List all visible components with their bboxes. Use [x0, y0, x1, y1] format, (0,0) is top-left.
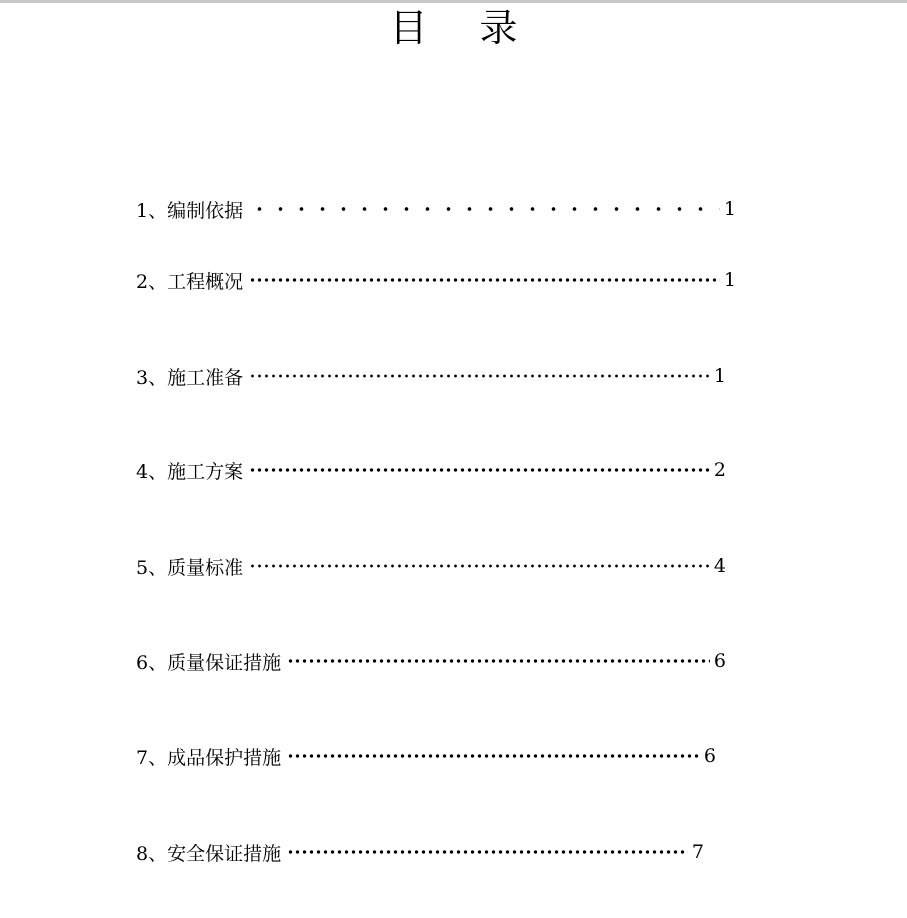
- toc-entry-page: 1: [713, 365, 726, 387]
- toc-entry-8[interactable]: [136, 839, 704, 865]
- toc-entry-label: 质量标准: [167, 556, 244, 579]
- toc-entry-page: 1: [723, 269, 736, 291]
- toc-entry-6[interactable]: [136, 648, 726, 674]
- toc-entry-5[interactable]: [136, 553, 726, 579]
- toc-entry-label: 工程概况: [167, 270, 244, 293]
- toc-dot-leader: [249, 206, 720, 212]
- toc-entry-page: 4: [713, 555, 726, 577]
- toc-entry-7[interactable]: [136, 743, 716, 769]
- toc-entry-number: 1、: [136, 199, 168, 222]
- toc-dot-leader: [249, 467, 710, 473]
- toc-dot-leader: [249, 277, 720, 283]
- toc-dot-leader: [249, 373, 710, 379]
- toc-dot-leader: [287, 849, 688, 855]
- toc-entry-number: 4、: [136, 460, 168, 483]
- toc-entry-label: 安全保证措施: [167, 842, 282, 865]
- toc-dot-leader: [249, 563, 710, 569]
- toc-entry-number: 7、: [136, 746, 168, 769]
- toc-entry-label: 质量保证措施: [167, 651, 282, 674]
- toc-entry-label: 成品保护措施: [167, 746, 282, 769]
- toc-entry-number: 8、: [136, 842, 168, 865]
- toc-entry-label: 施工方案: [167, 460, 244, 483]
- toc-dot-leader: [287, 753, 700, 759]
- toc-dot-leader: [287, 658, 710, 664]
- toc-entry-2[interactable]: [136, 267, 736, 293]
- toc-entry-page: 1: [723, 198, 736, 220]
- toc-entry-label: 编制依据: [167, 199, 244, 222]
- toc-entry-number: 6、: [136, 651, 168, 674]
- toc-entry-1[interactable]: [136, 196, 736, 222]
- page-top-border: [0, 0, 907, 3]
- toc-entry-3[interactable]: [136, 363, 726, 389]
- toc-entry-number: 2、: [136, 270, 168, 293]
- toc-entry-page: 7: [691, 841, 704, 863]
- toc-entry-number: 5、: [136, 556, 168, 579]
- toc-entry-4[interactable]: [136, 457, 726, 483]
- toc-entry-page: 6: [713, 650, 726, 672]
- toc-entry-page: 2: [713, 459, 726, 481]
- toc-entry-page: 6: [703, 745, 716, 767]
- page-title: 目 录: [389, 6, 538, 50]
- toc-entry-number: 3、: [136, 366, 168, 389]
- toc-entry-label: 施工准备: [167, 366, 244, 389]
